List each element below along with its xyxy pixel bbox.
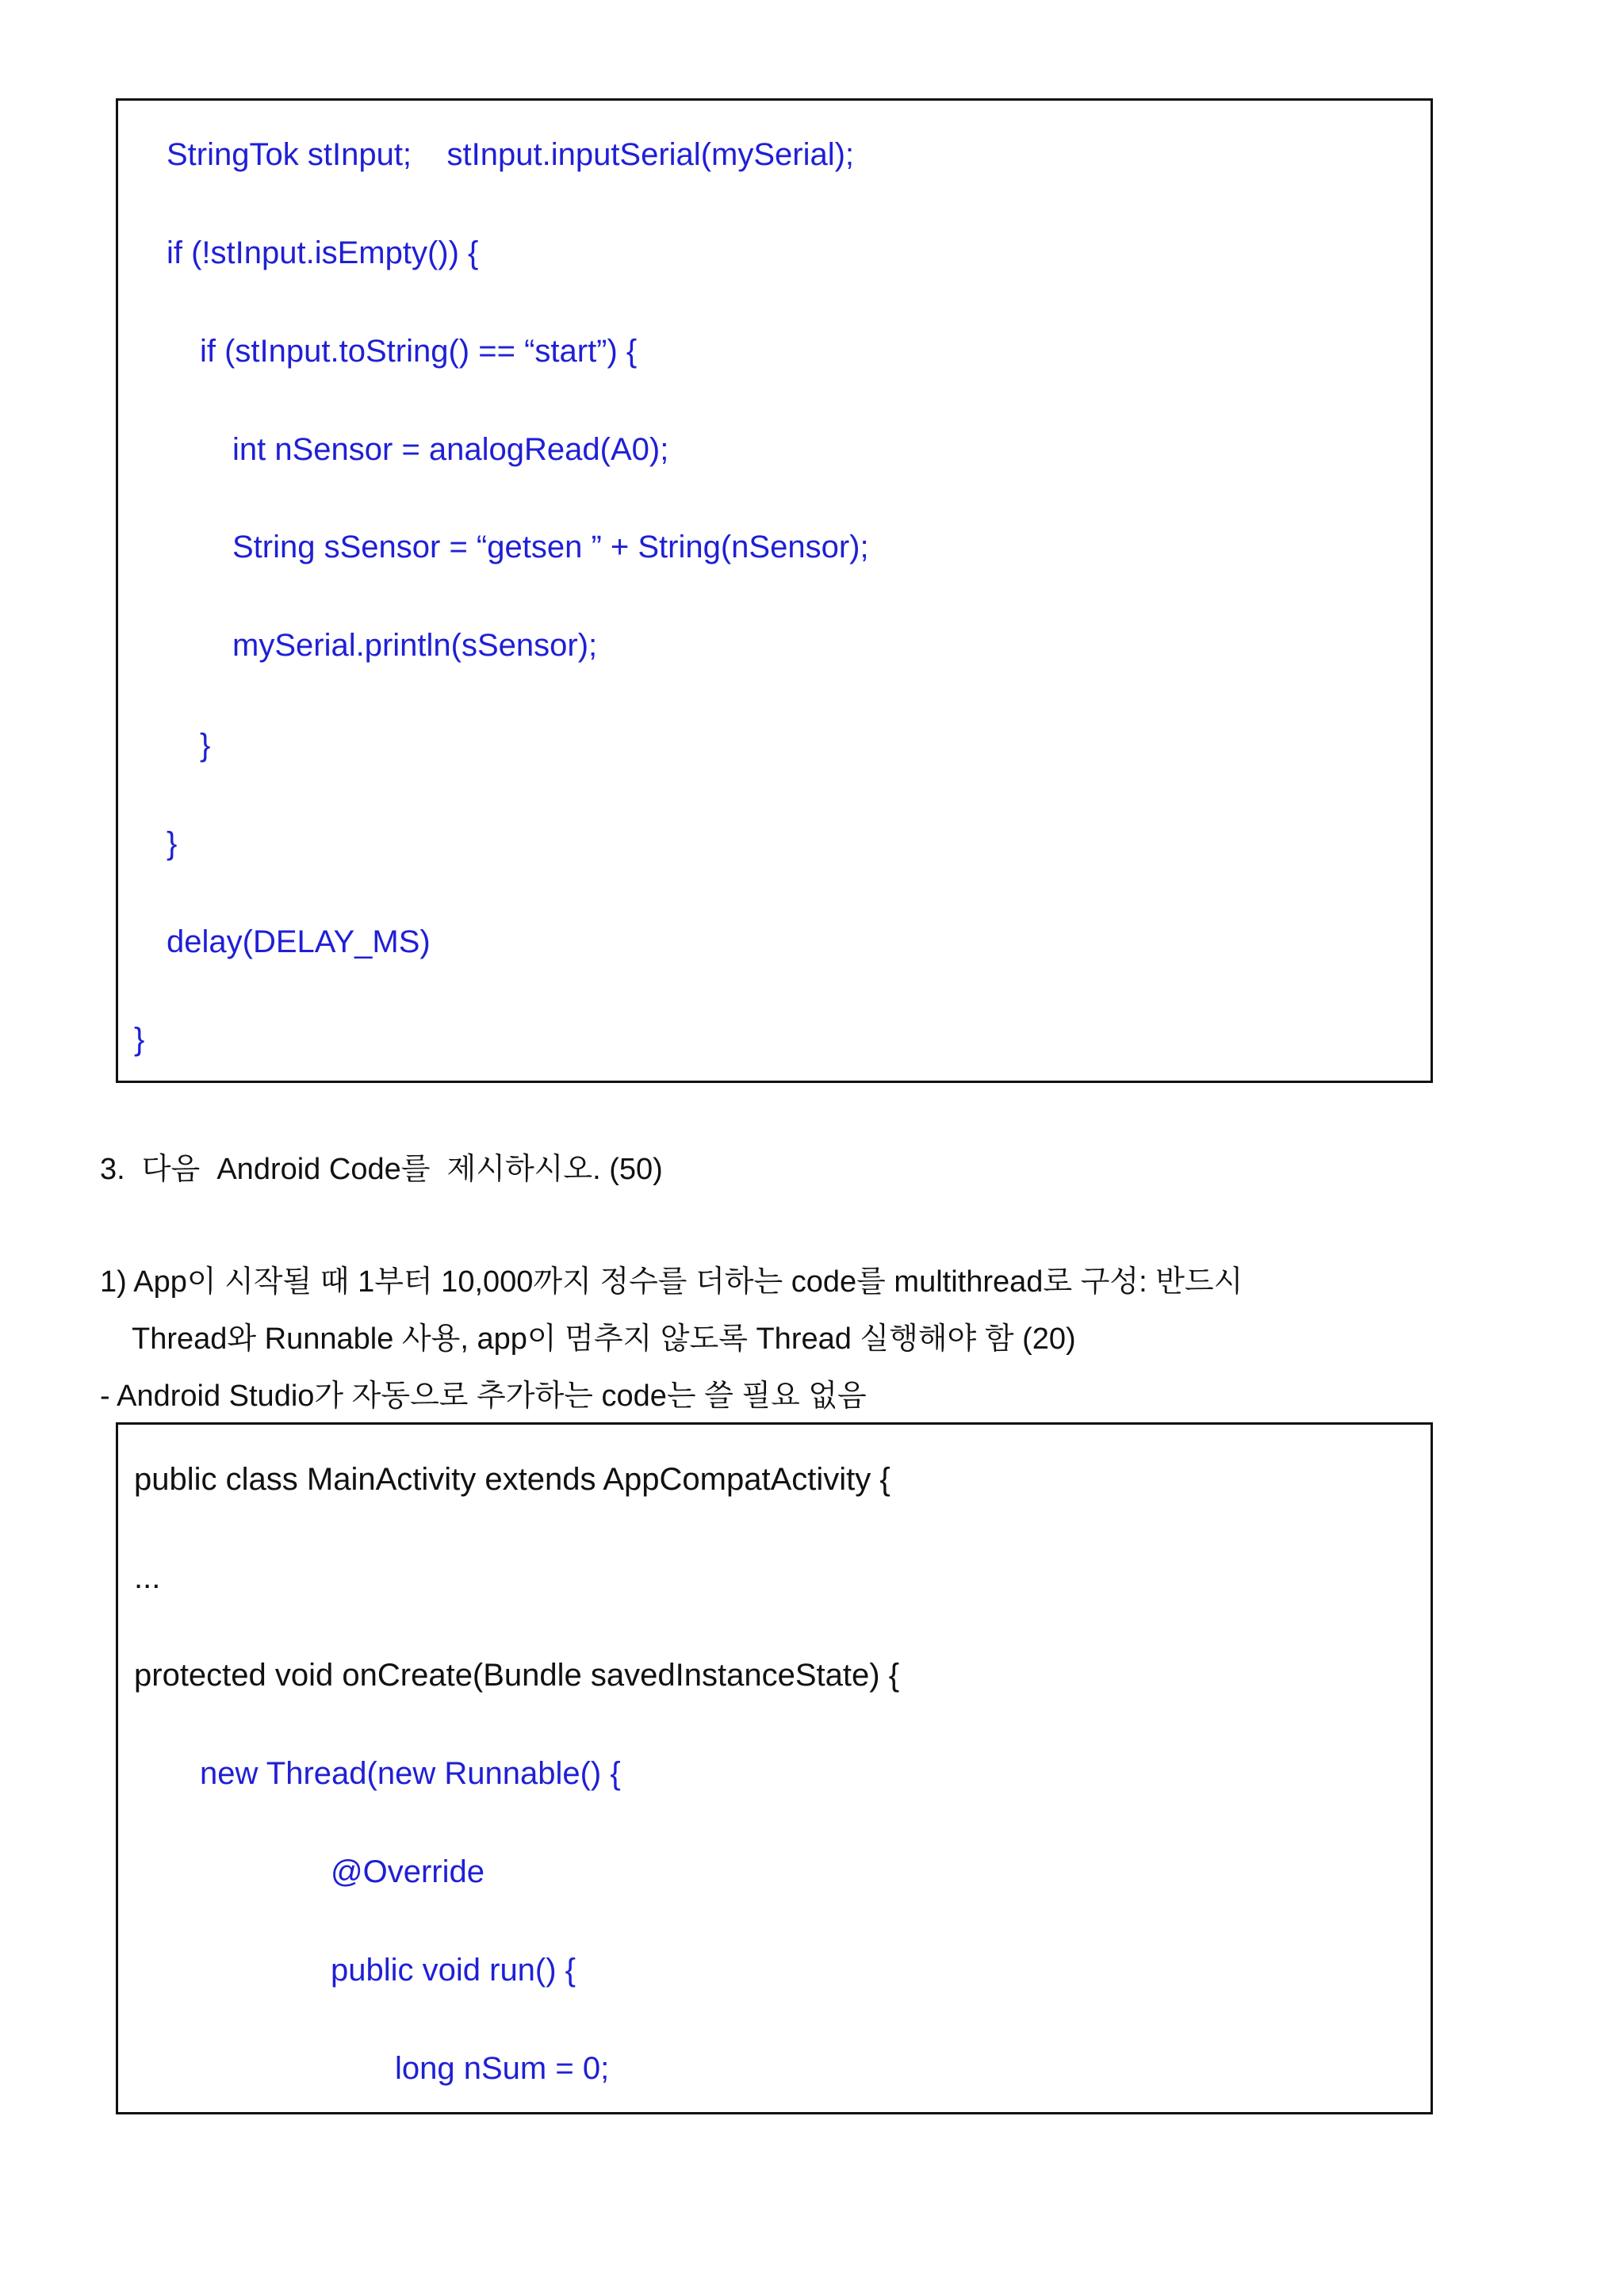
- question-heading: 3. 다음 Android Code를 제시하시오. (50): [100, 1153, 663, 1186]
- code-line: }: [167, 826, 178, 861]
- code-line: long nSum = 0;: [395, 2051, 610, 2086]
- code-line: if (stInput.toString() == “start”) {: [200, 334, 638, 369]
- question-part-1-text: 1) App이 시작될 때 1부터 10,000까지 정수를 더하는 code를 multithread로 구성: 반드시: [100, 1265, 1243, 1299]
- code-line: @Override: [331, 1854, 485, 1889]
- code-line: if (!stInput.isEmpty()) {: [167, 235, 479, 270]
- question-note: - Android Studio가 자동으로 추가하는 code는 쓸 필요 없음: [100, 1380, 867, 1413]
- code-line: public void run() {: [331, 1953, 576, 1988]
- code-line: int nSensor = analogRead(A0);: [232, 432, 669, 467]
- code-box-arduino: [116, 98, 1433, 1083]
- code-line: }: [200, 728, 211, 763]
- code-box-android: [116, 1422, 1433, 2114]
- code-line-ellipsis: ...: [134, 1560, 161, 1595]
- code-line: public class MainActivity extends AppCompatActivity {: [134, 1462, 891, 1497]
- code-line: delay(DELAY_MS): [167, 924, 431, 959]
- code-line: protected void onCreate(Bundle savedInstanceState) {: [134, 1658, 900, 1693]
- code-line: mySerial.println(sSensor);: [232, 628, 598, 663]
- code-line: StringTok stInput; stInput.inputSerial(mySerial);: [167, 137, 855, 172]
- code-line: new Thread(new Runnable() {: [200, 1756, 621, 1791]
- question-part-1-text-continued: Thread와 Runnable 사용, app이 멈추지 않도록 Thread 실행해야 함 (20): [132, 1322, 1076, 1356]
- code-line: }: [134, 1022, 145, 1057]
- code-line: String sSensor = “getsen ” + String(nSensor);: [232, 530, 869, 564]
